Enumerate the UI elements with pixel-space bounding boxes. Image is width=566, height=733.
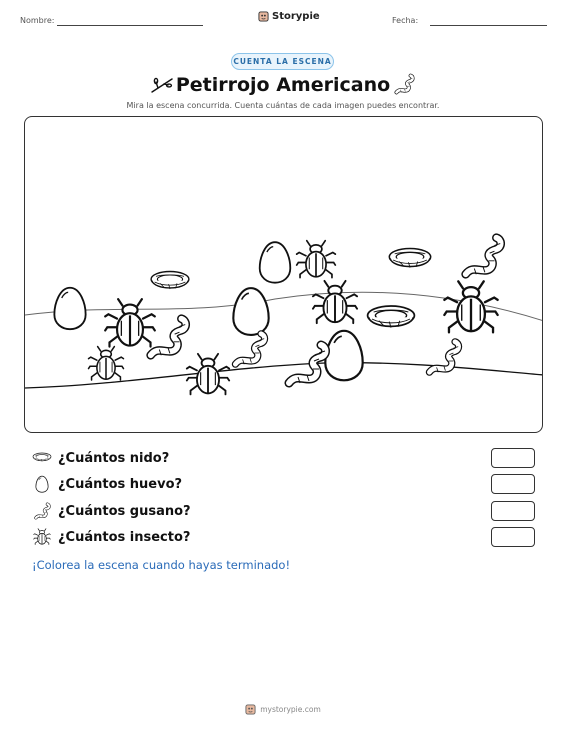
date-label: Fecha: — [392, 16, 419, 25]
name-line[interactable] — [57, 25, 203, 26]
egg-2-icon — [260, 242, 291, 283]
storypie-logo-icon — [258, 11, 269, 22]
answer-box-worm[interactable] — [491, 501, 535, 521]
question-egg — [32, 474, 537, 494]
nest-3-icon — [368, 306, 415, 328]
scene-illustration[interactable] — [25, 117, 543, 433]
egg-4-icon — [325, 331, 362, 381]
worm-1-icon — [151, 319, 186, 355]
question-egg-text: ¿Cuántos huevo? — [58, 476, 183, 492]
egg-1-icon — [54, 288, 85, 329]
worm-icon — [32, 502, 52, 520]
worm-5-icon — [429, 342, 458, 372]
coloring-note: ¡Colorea la escena cuando hayas terminado! — [32, 558, 291, 572]
nest-icon — [32, 450, 52, 466]
question-nest-text: ¿Cuántos nido? — [58, 450, 170, 466]
coloring-scene[interactable] — [24, 116, 543, 433]
question-nest — [32, 448, 537, 468]
brand-name: Storypie — [272, 11, 320, 22]
answer-box-nest[interactable] — [491, 448, 535, 468]
nest-1-icon — [151, 272, 189, 290]
date-line[interactable] — [430, 25, 547, 26]
worm-title-icon — [393, 73, 415, 99]
question-insect — [32, 527, 537, 547]
instructions: Mira la escena concurrida. Cuenta cuántas de cada imagen puedes encontrar. — [126, 101, 440, 110]
brand-logo — [258, 11, 320, 22]
answer-box-insect[interactable] — [491, 527, 535, 547]
egg-icon — [32, 475, 52, 493]
insect-4-icon — [297, 241, 336, 278]
activity-badge: CUENTA LA ESCENA — [231, 53, 334, 70]
insect-icon — [32, 528, 52, 546]
insect-1-icon — [105, 299, 155, 347]
egg-3-icon — [233, 288, 268, 335]
insect-2-icon — [89, 347, 124, 380]
question-worm — [32, 501, 537, 521]
answer-box-egg[interactable] — [491, 474, 535, 494]
insect-5-icon — [313, 281, 357, 323]
footer-url[interactable]: mystorypie.com — [260, 705, 321, 714]
nest-2-icon — [389, 249, 430, 268]
worm-4-icon — [466, 238, 501, 274]
name-label: Nombre: — [20, 16, 55, 25]
footer — [0, 704, 566, 715]
footer-logo-icon — [245, 704, 256, 715]
question-worm-text: ¿Cuántos gusano? — [58, 503, 191, 519]
question-insect-text: ¿Cuántos insecto? — [58, 529, 191, 545]
page-title: Petirrojo Americano — [175, 74, 391, 96]
worm-2-icon — [235, 334, 264, 364]
